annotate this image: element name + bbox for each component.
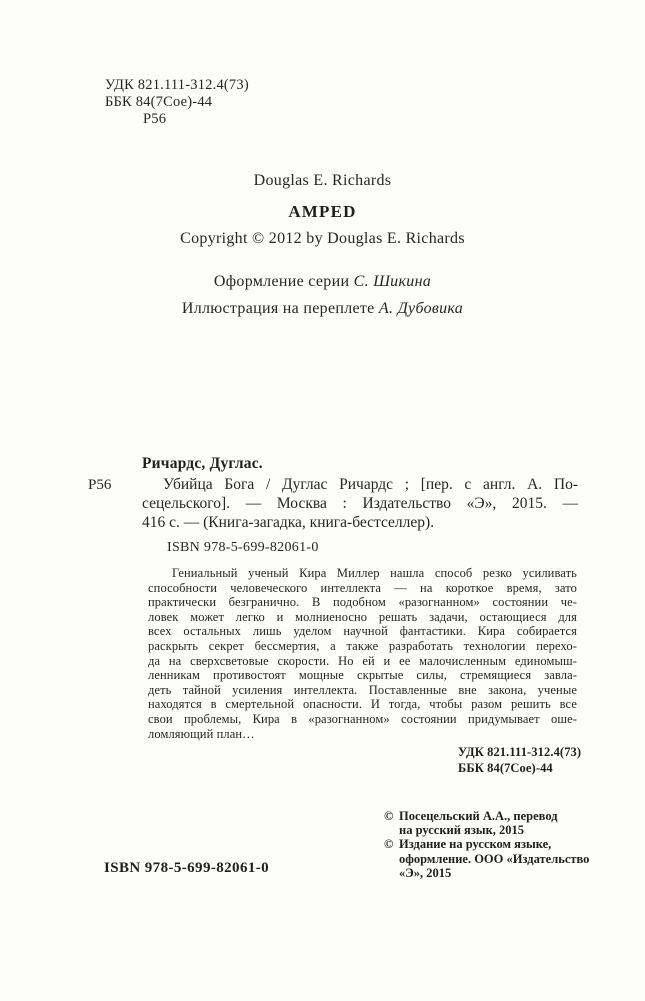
catalog-author-sign: Р56 [88,477,112,493]
text-line: всех остальных лишь уделом научной фантастики. Кира собирается [148,624,577,639]
copyright-entry-edition [384,837,594,880]
author-sign-code: Р56 [143,111,167,127]
catalog-author-header: Ричардс, Дуглас. [142,455,263,472]
copyright-edition-text [399,837,594,880]
text-line: ленникам противостоят мощные скрытые силы, стремящиеся завла- [148,668,577,683]
text-line: да на сверхсветовые скорости. Но ей и ее малочисленным единомыш- [148,653,577,668]
original-title: AMPED [288,202,357,221]
series-design-credit [0,273,645,291]
text-line: практически безгранично. В подобном «разогнанном» состоянии че- [148,595,577,610]
cover-illustration-credit [0,300,645,318]
text-line: ловек может легко и молниеносно решать задачи, остающиеся для [148,609,577,624]
catalog-description [142,475,578,532]
bbk-code: ББК 84(7Сое)-44 [105,94,213,110]
text-line: 416 с. — (Книга-загадка, книга-бестселлер). [142,514,435,531]
cover-illustrator-name: А. Дубовика [378,300,464,317]
text-line: Гениальный ученый Кира Миллер нашла способ резко усиливать [172,566,577,580]
copyright-entry-translation [384,809,594,837]
text-line: Убийца Бога / Дуглас Ричардс ; [пер. с англ. А. По- [163,476,578,493]
bbk-code-bottom: ББК 84(7Сое)-44 [458,761,553,775]
text-line: оформление. ООО «Издательство [399,851,590,866]
isbn-catalog: ISBN 978-5-699-82061-0 [167,540,319,555]
bottom-bibliographic-codes [458,744,581,776]
udk-code: УДК 821.111-312.4(73) [105,77,249,93]
top-bibliographic-codes [105,77,249,128]
text-line: на русский язык, 2015 [399,823,525,838]
isbn-bottom: ISBN 978-5-699-82061-0 [104,860,270,876]
cover-illustration-label: Иллюстрация на переплете [181,300,379,317]
text-line: способности человеческого интеллекта — на короткое время, зато [148,580,577,595]
text-line: раскрыть секрет бессмертия, а также разработать технологии перехо- [148,638,577,653]
series-designer-name: С. Шикина [353,273,432,290]
copyright-symbol: © [384,809,394,823]
text-line: «Э», 2015 [399,865,452,880]
copyright-translation-text [399,809,594,837]
text-line: деть тайной усиления интеллекта. Поставленные вне закона, ученые [148,682,577,697]
copyright-symbol: © [384,837,394,852]
book-annotation [148,566,577,741]
original-copyright-line: Copyright © 2012 by Douglas E. Richards [180,230,465,247]
copyright-notices [384,809,594,880]
text-line: Издание на русском языке, [399,837,552,852]
text-line: ломляющий план… [148,726,255,741]
original-author: Douglas E. Richards [253,172,392,189]
udk-code-bottom: УДК 821.111-312.4(73) [458,745,582,759]
text-line: свои проблемы, Кира в «разогнанном» состоянии придумывает оше- [148,711,577,726]
series-design-label: Оформление серии [213,273,354,290]
text-line: Посецельский А.А., перевод [399,809,558,823]
text-line: сецельского]. — Москва : Издательство «Э», 2015. — [142,495,578,512]
text-line: находятся в смертельной опасности. И тогда, чтобы разом решить все [148,697,577,712]
